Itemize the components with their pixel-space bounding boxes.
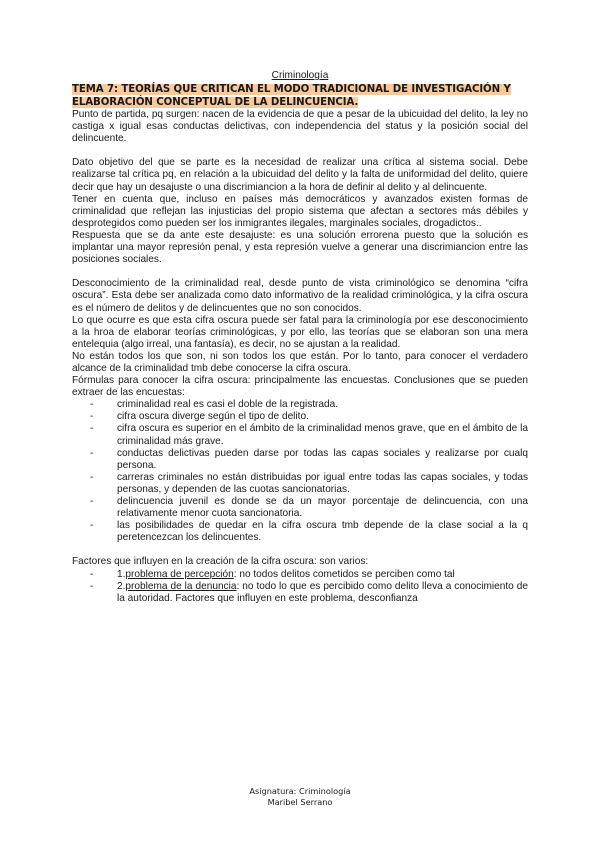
paragraph-tener-en-cuenta: Tener en cuenta que, incluso en países más democráticos y avanzados existen formas de criminalidad que reflejan las injusticias del propio sistema que afectan a sectores más débiles y desprotegidos como pueden ser los inmigrantes ilegales, marginales sociales, drogadictos..: [72, 193, 528, 229]
paragraph-factores: Factores que influyen en la creación de la cifra oscura: son varios:: [72, 556, 369, 568]
topic-heading: [72, 83, 528, 109]
document-page: [72, 70, 528, 605]
paragraph-dato-objetivo: Dato objetivo del que se parte es la necesidad de realizar una crítica al sistema social. Debe realizarse tal crítica pq, en relación a la ubicuidad del delito y la falta de uniformidad del delito, quiere decir que hay un desajuste o una discrimiancion a la hora de definir al delito y al delincuente.: [72, 157, 528, 193]
list-item: - cifra oscura es superior en el ámbito de la criminalidad menos grave, que en el ámbito de la criminalidad más grave.: [117, 423, 528, 447]
paragraph-punto-partida: Punto de partida, pq surgen: nacen de la evidencia de que a pesar de la ubicuidad del delito, la ley no castiga x igual esas conductas delictivas, con independencia del status y la posición social del delincuente.: [72, 109, 528, 145]
paragraph-no-estan-todos: No están todos los que son, ni son todos los que están. Por lo tanto, para conocer el verdadero alcance de la criminalidad tmb debe conocerse la cifra oscura.: [72, 350, 528, 374]
factor-number: 2.: [117, 580, 126, 592]
paragraph-formulas: Fórmulas para conocer la cifra oscura: principalmente las encuestas. Conclusiones que se pueden extraer de las encuestas:: [72, 375, 528, 399]
list-item: - las posibilidades de quedar en la cifra oscura tmb depende de la clase social a la q peretencezcan los delincuentes.: [117, 520, 528, 544]
factors-list: [72, 569, 528, 605]
footer-author: Maribel Serrano: [267, 797, 333, 807]
factor-term: problema de percepción: [125, 568, 234, 580]
list-item: - criminalidad real es casi el doble de la registrada.: [117, 399, 528, 411]
paragraph-lo-que-ocurre: Lo que ocurre es que esta cifra oscura puede ser fatal para la criminología por ese desconocimiento a la hroa de elaborar teorías criminológicas, y por ello, las teorías que se elaboran son una mera entelequia (algo irreal, una fantasía), es decir, no se ajustan a la realidad.: [72, 314, 528, 350]
paragraph-desconocimiento: Desconocimiento de la criminalidad real, desde punto de vista criminológico se denomina “cifra oscura”. Esta debe ser analizada como dato informativo de la realidad criminológica, y la cifra oscura es el número de delitos y de delincuentes que no son conocidos.: [72, 278, 528, 314]
list-item: [117, 569, 528, 581]
list-item: [117, 581, 528, 605]
list-item: - delincuencia juvenil es donde se da un mayor porcentaje de delincuencia, con una relativamente menor cuota sancionatoria.: [117, 496, 528, 520]
list-item: - conductas delictivas pueden darse por todas las capas sociales y realizarse por cualq persona.: [117, 448, 528, 472]
topic-heading-line-2: ELABORACIÓN CONCEPTUAL DE LA DELINCUENCIA.: [72, 97, 359, 108]
factor-number: 1.: [117, 568, 126, 580]
factor-text: : no todos delitos cometidos se perciben como tal: [233, 568, 455, 580]
page-footer: [0, 786, 600, 808]
footer-subject: Asignatura: Criminología: [249, 786, 351, 796]
list-item: - carreras criminales no están distribuidas por igual entre todas las capas sociales, y todas personas, y dependen de las cuotas sancionatorias.: [117, 472, 528, 496]
list-item: - cifra oscura diverge según el tipo de delito.: [117, 411, 528, 423]
paragraph-respuesta: Respuesta que se da ante este desajuste: es una solución errorena puesto que la solución es implantar una mayor represión penal, y esta represión vuelve a generar una discrimiancion entre las posiciones sociales.: [72, 229, 528, 266]
conclusions-list: [72, 399, 528, 544]
factor-text: : no todo lo que es percibido como delito lleva a conocimiento de la autoridad. Factores que influyen en este problema, desconfianza: [117, 580, 528, 604]
topic-heading-line-1: TEMA 7: TEORÍAS QUE CRITICAN EL MODO TRADICIONAL DE INVESTIGACIÓN Y: [72, 84, 511, 95]
factor-term: problema de la denuncia: [125, 580, 237, 592]
page-header-title: Criminología: [271, 70, 329, 81]
